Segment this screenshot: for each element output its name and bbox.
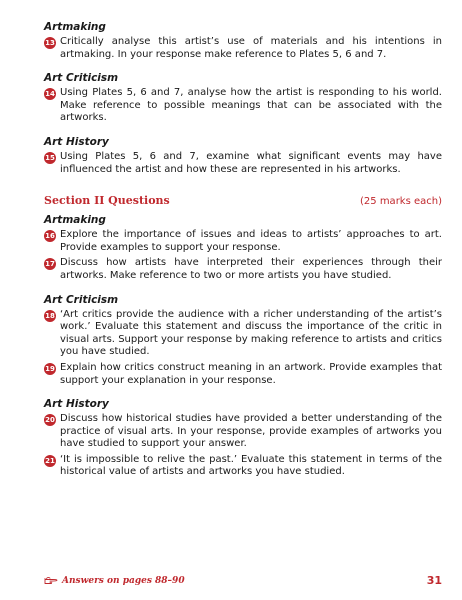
group-heading: Artmaking (44, 214, 106, 227)
question-number-badge: 20 (45, 416, 55, 425)
pointing-hand-icon (44, 576, 58, 585)
page-content (44, 20, 442, 489)
group-heading: Art Criticism (44, 72, 119, 85)
question-number-badge: 16 (45, 232, 55, 241)
section-art-history-1 (44, 135, 442, 176)
question-item (44, 257, 442, 282)
group-heading: Art History (44, 135, 109, 148)
section-title: Section II Questions (44, 194, 170, 208)
question-item (44, 151, 442, 176)
question-item (44, 229, 442, 254)
question-text: Using Plates 5, 6 and 7, analyse how the artist is responding to his world. Make reference to possible meanings that can be associated with the artworks. (60, 87, 442, 124)
section-artmaking-2 (44, 213, 442, 282)
question-text: Explore the importance of issues and ideas to artists’ approaches to art. Provide examples to support your response. (60, 229, 442, 253)
section-artmaking-1 (44, 20, 442, 61)
answers-reference (44, 576, 185, 586)
question-number-badge: 15 (45, 153, 55, 162)
question-text: Discuss how artists have interpreted their experiences through their artworks. Make reference to two or more artists you have studied. (60, 257, 442, 281)
question-text: ‘It is impossible to relive the past.’ Evaluate this statement in terms of the historical value of artists and artworks you have studied. (60, 453, 442, 478)
question-number-badge: 18 (45, 311, 55, 320)
section-art-history-2 (44, 397, 442, 479)
question-text: Discuss how historical studies have provided a better understanding of the practice of visual arts. In your response, provide examples of artworks you have studied to support your answer. (60, 413, 442, 450)
question-text: Explain how critics construct meaning in an artwork. Provide examples that support your explanation in your response. (60, 361, 442, 386)
question-item (44, 87, 442, 125)
section-ii-header (44, 194, 442, 207)
section-art-criticism-1 (44, 71, 442, 125)
group-heading: Art Criticism (44, 293, 119, 306)
section-art-criticism-2 (44, 293, 442, 388)
question-number-badge: 13 (45, 39, 55, 47)
question-item (44, 362, 442, 387)
question-item (44, 413, 442, 451)
group-heading: Artmaking (44, 21, 106, 33)
question-item (44, 309, 442, 359)
group-heading: Art History (44, 398, 109, 411)
question-item (44, 36, 442, 61)
answers-text: Answers on pages 88–90 (62, 575, 185, 586)
question-item (44, 454, 442, 479)
question-number-badge: 19 (45, 364, 55, 373)
page-number: 31 (426, 574, 442, 587)
question-text: Using Plates 5, 6 and 7, examine what significant events may have influenced the artist and how these are represented in his artworks. (60, 150, 442, 175)
question-text: ‘Art critics provide the audience with a richer understanding of the artist’s work.’ Evaluate this statement and discuss the importance of the critic in visual arts. Support your response by making reference to artists and critics you have studied. (60, 308, 442, 358)
section-marks: (25 marks each) (360, 196, 442, 208)
question-number-badge: 21 (45, 456, 55, 465)
question-number-badge: 17 (45, 260, 55, 269)
question-number-badge: 14 (45, 90, 55, 99)
question-text: Critically analyse this artist’s use of materials and his intentions in artmaking. In your response make reference to Plates 5, 6 and 7. (60, 36, 442, 60)
page-footer (44, 574, 442, 587)
